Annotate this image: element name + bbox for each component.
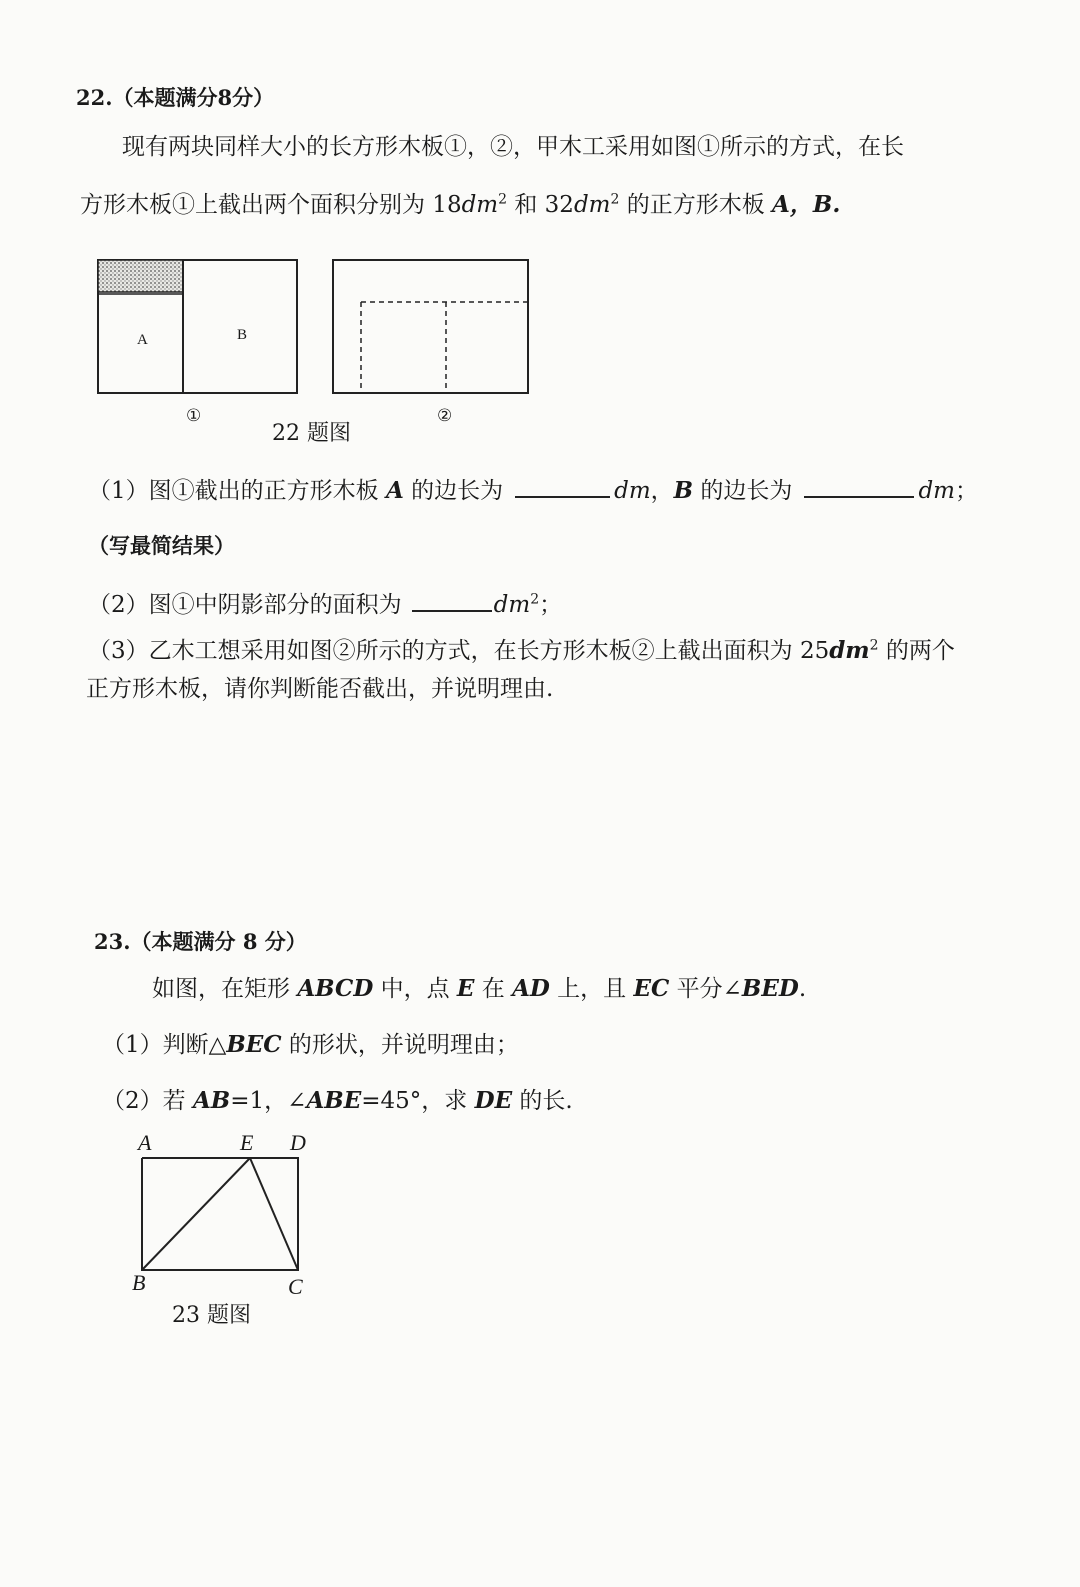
q22-part1-c: ， bbox=[650, 478, 674, 504]
q23-part1-bec: BEC bbox=[226, 1031, 282, 1058]
vertex-a-label: A bbox=[138, 1130, 152, 1155]
q22-part2-a: （2）图①中阴影部分的面积为 bbox=[88, 592, 402, 618]
q22-part2-unit: dm bbox=[493, 592, 531, 618]
q23-intro-bed: BED bbox=[741, 975, 799, 1002]
answer-blank-a[interactable] bbox=[515, 476, 610, 498]
q22-part2-sup: 2 bbox=[530, 591, 540, 608]
q23-part2-a: （2）若 bbox=[102, 1088, 193, 1114]
q23-part2-c: =45°，求 bbox=[361, 1088, 475, 1114]
q23-caption: 23 题图 bbox=[172, 1303, 251, 1328]
board-2-outline bbox=[333, 260, 528, 393]
q22-part1-note: （写最简结果） bbox=[88, 533, 235, 558]
q22-unit-2: dm bbox=[573, 192, 611, 218]
q23-intro-c: 在 bbox=[474, 976, 513, 1002]
q22-figure bbox=[90, 250, 550, 430]
q22-intro-line1: 现有两块同样大小的长方形木板①，②，甲木工采用如图①所示的方式，在长 bbox=[122, 134, 904, 160]
label-fig2: ② bbox=[437, 406, 453, 425]
q22-part3-line2: 正方形木板，请你判断能否截出，并说明理由. bbox=[86, 676, 554, 702]
q23-part2-ab: AB bbox=[192, 1087, 231, 1114]
label-a: A bbox=[137, 332, 148, 348]
q23-part2-b: =1，∠ bbox=[230, 1088, 307, 1114]
q22-part1-unit: dm bbox=[614, 478, 651, 504]
q23-intro-rect: ABCD bbox=[297, 975, 374, 1002]
q22-caption: 22 题图 bbox=[272, 421, 351, 446]
q22-part3-sup: 2 bbox=[869, 637, 879, 654]
q22-part1-unit2: dm bbox=[918, 478, 955, 504]
vertex-e-label: E bbox=[240, 1130, 254, 1155]
vertex-b-label: B bbox=[132, 1270, 146, 1295]
q23-intro-b: 中，点 bbox=[373, 976, 457, 1002]
q22-part1-b: 的边长为 bbox=[403, 478, 504, 504]
q23-part1-a: （1）判断△ bbox=[102, 1032, 227, 1058]
q22-unit-1: dm bbox=[461, 192, 499, 218]
label-b: B bbox=[237, 327, 248, 343]
q22-sup-1: 2 bbox=[498, 191, 508, 208]
q23-part2-abe: ABE bbox=[306, 1087, 362, 1114]
q23-part2-d: 的长. bbox=[512, 1088, 573, 1114]
q22-part1-var-b: B bbox=[673, 477, 694, 504]
vertex-c-label: C bbox=[288, 1274, 303, 1299]
q23-header: 23.（本题满分 8 分） bbox=[94, 929, 307, 954]
q23-intro bbox=[152, 970, 806, 1003]
q22-part1-e: ； bbox=[954, 478, 978, 504]
segment-be bbox=[142, 1158, 250, 1270]
q22-part1-a: （1）图①截出的正方形木板 bbox=[88, 478, 386, 504]
vertex-d-label: D bbox=[290, 1130, 306, 1155]
q23-intro-f: . bbox=[798, 976, 807, 1002]
q23-part1 bbox=[102, 1026, 519, 1059]
q22-intro-line2 bbox=[80, 186, 840, 219]
q23-figure bbox=[130, 1150, 320, 1280]
q22-intro-text-c: 的正方形木板 bbox=[619, 192, 773, 218]
q23-intro-a: 如图，在矩形 bbox=[152, 976, 298, 1002]
q23-intro-e2: 平分∠ bbox=[669, 976, 742, 1002]
q22-part2-b: ； bbox=[539, 592, 563, 618]
q23-intro-d: 上，且 bbox=[549, 976, 634, 1002]
q22-sup-2: 2 bbox=[610, 191, 620, 208]
q22-header: 22.（本题满分8分） bbox=[76, 85, 275, 110]
q23-part1-b: 的形状，并说明理由； bbox=[281, 1032, 519, 1058]
q22-part1-var-a: A bbox=[385, 477, 404, 504]
q23-intro-ad: AD bbox=[512, 975, 550, 1002]
q22-part3-line1 bbox=[88, 632, 955, 665]
q22-part1-d: 的边长为 bbox=[693, 478, 793, 504]
q23-part2-de: DE bbox=[474, 1087, 513, 1114]
q22-intro-text-a: 方形木板①上截出两个面积分别为 18 bbox=[80, 192, 462, 218]
q23-intro-ec: EC bbox=[633, 975, 670, 1002]
label-fig1: ① bbox=[186, 406, 202, 425]
shaded-region bbox=[98, 260, 183, 292]
q23-part2 bbox=[102, 1082, 573, 1115]
q22-intro-text-b: 和 32 bbox=[507, 192, 574, 218]
segment-ec bbox=[250, 1158, 298, 1270]
q22-part1 bbox=[88, 472, 978, 505]
answer-blank-b[interactable] bbox=[804, 476, 914, 498]
q22-part3-a: （3）乙木工想采用如图②所示的方式，在长方形木板②上截出面积为 25 bbox=[88, 638, 830, 664]
q22-part3-b: 的两个 bbox=[878, 638, 955, 664]
answer-blank-shaded[interactable] bbox=[412, 590, 492, 612]
q22-part2 bbox=[88, 586, 562, 619]
q22-part3-unit: dm bbox=[829, 637, 870, 664]
q23-intro-e: E bbox=[456, 975, 475, 1002]
q22-intro-vars: A，B. bbox=[772, 191, 841, 218]
